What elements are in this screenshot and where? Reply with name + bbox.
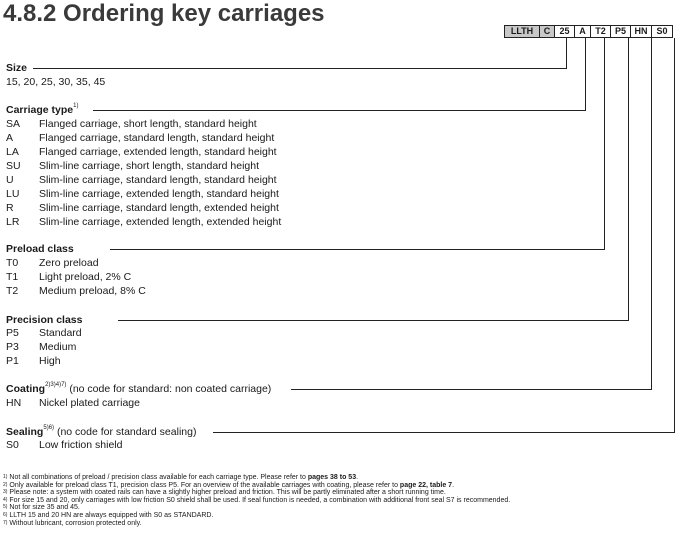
footnote-mark: 5) [3, 504, 8, 511]
leader-coating [291, 38, 652, 390]
footnote-text-end: . [356, 474, 359, 481]
code-preload: T2 [591, 25, 611, 38]
sealing-heading-text: Sealing [6, 426, 44, 438]
item-desc: Nickel plated carriage [39, 397, 140, 409]
code-precision: P5 [611, 25, 631, 38]
coating-heading-text: Coating [6, 383, 46, 395]
item-desc: Flanged carriage, standard length, standard height [39, 132, 275, 144]
footnote-mark: 4) [3, 496, 8, 503]
item-code: U [6, 174, 14, 186]
item-code: S0 [6, 439, 19, 451]
item-desc: Slim-line carriage, extended length, standard height [39, 188, 279, 200]
footnote-6 [3, 512, 213, 520]
footnote-mark: 6) [3, 512, 8, 518]
preload-heading: Preload class [6, 243, 74, 255]
leader-size [33, 38, 567, 69]
carriage-type-heading [6, 104, 78, 116]
code-coating: HN [631, 25, 652, 38]
footnote-text-end: . [452, 481, 455, 489]
item-desc: Standard [39, 327, 82, 339]
footnote-text: Without lubricant, corrosion protected only. [9, 519, 142, 527]
item-code: SU [6, 160, 21, 172]
size-heading: Size [6, 62, 28, 74]
footnote-mark: 2) [3, 481, 8, 488]
item-desc: Medium [39, 341, 77, 353]
item-desc: Slim-line carriage, standard length, extended height [39, 202, 279, 214]
item-code: T0 [6, 257, 19, 269]
footnote-text: LLTH 15 and 20 HN are always equipped with S0 as STANDARD. [9, 512, 214, 519]
coating-footnote-ref: 2)3)4)7) [45, 382, 67, 388]
item-code: P1 [6, 355, 19, 367]
sealing-heading [6, 426, 196, 438]
item-desc: Slim-line carriage, standard length, standard height [39, 174, 277, 186]
precision-heading: Precision class [6, 314, 83, 326]
coating-heading [6, 383, 271, 395]
carriage-type-heading-text: Carriage type [6, 104, 74, 116]
item-desc: Flanged carriage, short length, standard height [39, 118, 257, 130]
size-values: 15, 20, 25, 30, 35, 45 [6, 76, 106, 88]
item-desc: High [39, 355, 61, 367]
footnote-text: Only available for preload class T1, precision class P5. For an overview of the available carriages with coating, please refer to [9, 481, 400, 489]
footnote-mark: 1) [3, 474, 8, 480]
footnote-text: Please note: a system with coated rails can have a slightly higher preload and friction. This will be partly eliminated after a short running time. [9, 489, 446, 497]
item-code: SA [6, 118, 21, 130]
page-title: 4.8.2 Ordering key carriages [3, 0, 325, 27]
item-code: LR [6, 216, 20, 228]
item-code: R [6, 202, 14, 214]
footnote-page-ref: pages 38 to 53 [307, 474, 357, 481]
sealing-footnote-ref: 5)6) [43, 425, 55, 431]
footnote-7 [3, 520, 142, 528]
footnote-3 [3, 489, 446, 497]
footnote-text: Not all combinations of preload / precision class available for each carriage type. Please refer to [9, 474, 308, 481]
footnote-1 [3, 474, 358, 482]
footnote-mark: 7) [3, 519, 8, 526]
footnote-mark: 3) [3, 489, 8, 496]
code-size: 25 [555, 25, 575, 38]
code-sealing: S0 [652, 25, 673, 38]
item-desc: Medium preload, 8% C [39, 285, 146, 297]
item-desc: Slim-line carriage, extended length, extended height [39, 216, 282, 228]
item-desc: Low friction shield [39, 439, 123, 451]
footnote-5 [3, 504, 80, 512]
sealing-note: (no code for standard sealing) [56, 426, 197, 438]
code-series: LLTH [504, 25, 540, 38]
footnote-4 [3, 497, 510, 505]
carriage-type-footnote-ref: 1) [73, 103, 79, 109]
code-carriage: C [540, 25, 555, 38]
leader-carriage-type [93, 38, 586, 111]
item-code: T2 [6, 285, 19, 297]
item-code: A [6, 132, 14, 144]
footnote-page-ref: page 22, table 7 [399, 481, 453, 489]
item-code: P3 [6, 341, 19, 353]
footnote-text: For size 15 and 20, only carriages with low friction S0 shield shall be used. If seal function is needed, a combination with additional front seal S7 is recommended. [9, 496, 511, 504]
item-code: T1 [6, 271, 19, 283]
item-desc: Slim-line carriage, short length, standard height [39, 160, 260, 172]
footnote-text: Not for size 35 and 45. [9, 504, 80, 512]
item-code: LU [6, 188, 20, 200]
item-code: LA [6, 146, 19, 158]
coating-note: (no code for standard: non coated carriage) [69, 383, 272, 395]
code-carriage-type: A [575, 25, 591, 38]
leader-sealing [213, 38, 675, 433]
item-desc: Light preload, 2% C [39, 271, 132, 283]
footnote-2 [3, 482, 454, 490]
item-desc: Flanged carriage, extended length, standard height [39, 146, 277, 158]
item-code: P5 [6, 327, 19, 339]
item-desc: Zero preload [39, 257, 99, 269]
item-code: HN [6, 397, 22, 409]
